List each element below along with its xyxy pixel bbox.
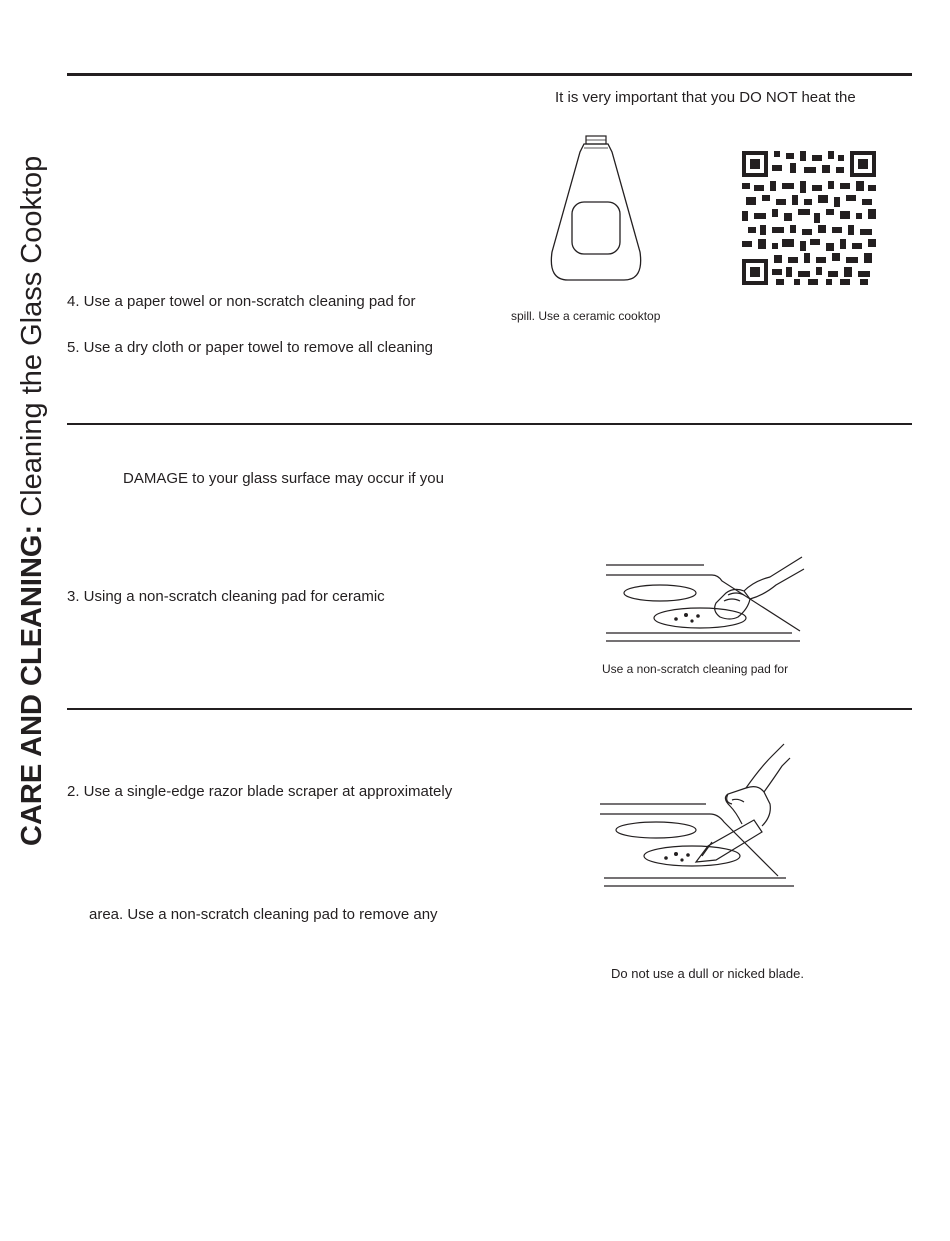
side-title-bold: CARE AND CLEANING: [16, 524, 48, 846]
side-title-light: Cleaning the Glass Cooktop [16, 155, 48, 525]
page-side-title [14, 26, 50, 846]
step-5-text: 5. Use a dry cloth or paper towel to remove all cleaning [67, 339, 434, 356]
razor-scraper-illustration [596, 742, 801, 890]
section-divider-2 [67, 708, 912, 710]
step-2-text: 2. Use a single-edge razor blade scraper at approximately [67, 783, 453, 800]
section-divider-1 [67, 423, 912, 425]
warning-line: It is very important that you DO NOT heat the [555, 89, 856, 106]
bottle-caption: spill. Use a ceramic cooktop [511, 309, 661, 323]
step-3-text: 3. Using a non-scratch cleaning pad for ceramic [67, 588, 385, 605]
blade-caption: Do not use a dull or nicked blade. [611, 966, 804, 981]
step-4-text: 4. Use a paper towel or non-scratch cleaning pad for [67, 293, 416, 310]
cleaner-bottle-icon [546, 134, 646, 284]
scraper-continuation-text: area. Use a non-scratch cleaning pad to remove any [89, 906, 438, 923]
damage-line: DAMAGE to your glass surface may occur if you [123, 470, 444, 487]
cooktop-wiping-illustration [600, 555, 805, 645]
wiping-caption: Use a non-scratch cleaning pad for [602, 662, 789, 676]
top-rule [67, 73, 912, 76]
qr-code-icon [742, 151, 876, 285]
